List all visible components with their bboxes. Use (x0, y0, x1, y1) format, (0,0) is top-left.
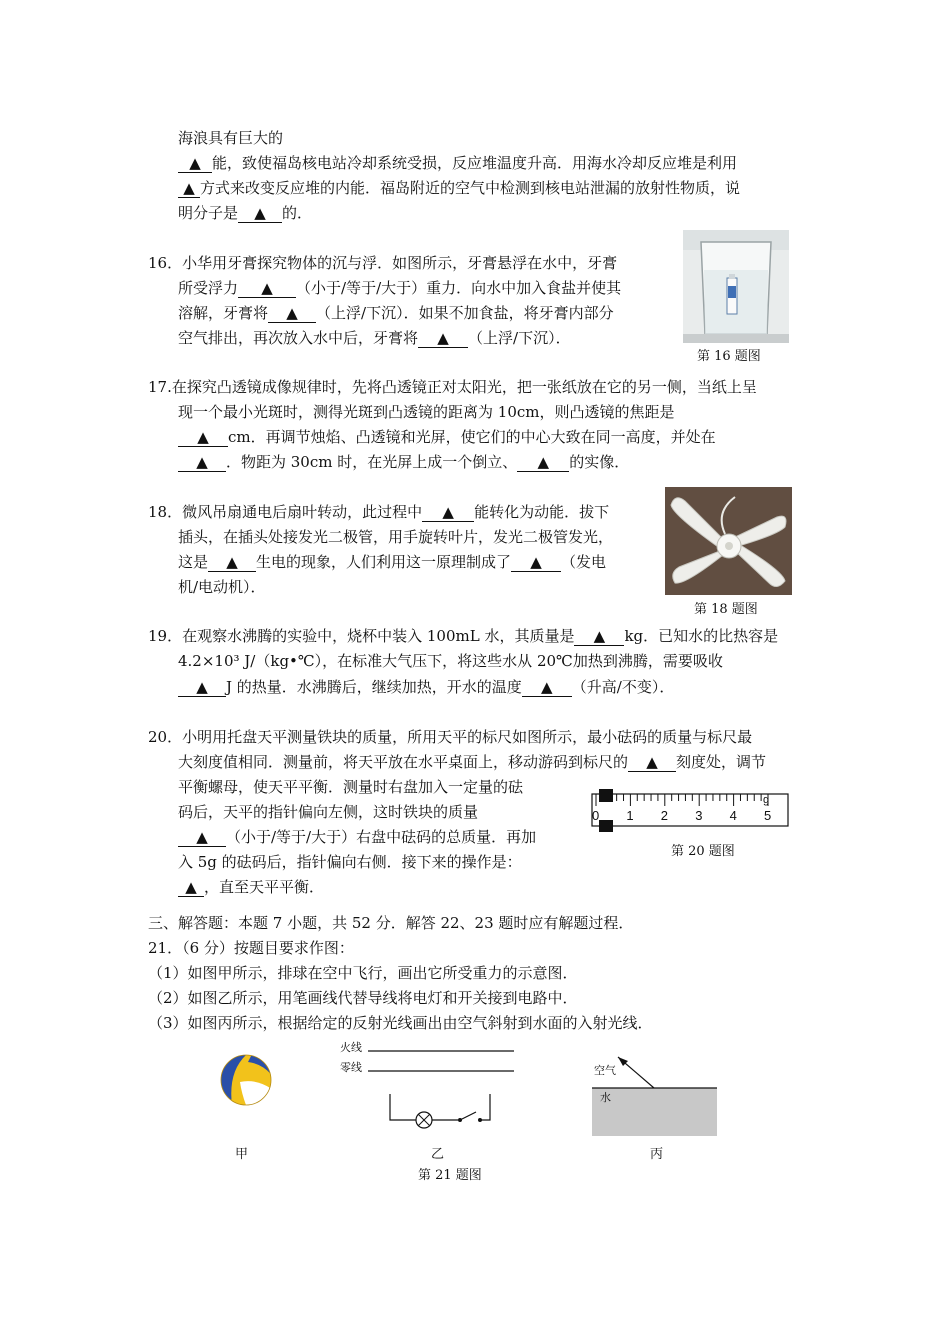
q18-line2: 插头，在插头处接发光二极管，用手旋转叶片，发光二极管发光， (178, 528, 614, 546)
section-heading: 三、解答题：本题 7 小题，共 52 分．解答 22、23 题时应有解题过程． (148, 914, 634, 932)
scale-unit: g (763, 794, 770, 806)
water-label: 水 (600, 1091, 611, 1104)
q15-line3: ▲ 方式来改变反应堆的内能．福岛附近的空气中检测到核电站泄漏的放射性物质，说 (178, 177, 740, 199)
toothpaste-glass-photo (683, 230, 789, 343)
answer-blank[interactable]: ▲ (511, 553, 561, 572)
ruler-label: 5 (764, 808, 772, 823)
ruler-label: 0 (592, 808, 600, 823)
answer-blank[interactable]: ▲ (208, 553, 256, 572)
q16-line4: 空气排出，再次放入水中后，牙膏将 ▲ （上浮/下沉）． (178, 329, 571, 347)
answer-blank[interactable]: ▲ (178, 154, 212, 173)
figure-caption: 第 21 题图 (418, 1168, 482, 1183)
q19-line1: 19．在观察水沸腾的实验中，烧杯中装入 100mL 水，其质量是 ▲ kg．已知水的比热容是 (148, 627, 779, 645)
q15-line1: 海浪具有巨大的 (178, 129, 284, 147)
reflection-figure (588, 1045, 722, 1140)
q19-line3: ▲ J 的热量．水沸腾后，继续加热，开水的温度 ▲ （升高/不变）． (178, 676, 674, 698)
q20-line4: 码后，天平的指针偏向左侧，这时铁块的质量 (178, 803, 479, 821)
q16-line2: 所受浮力 ▲ （小于/等于/大于）重力．向水中加入食盐并使其 (178, 279, 622, 297)
answer-blank[interactable]: ▲ (178, 179, 200, 198)
figure-caption: 第 20 题图 (671, 844, 735, 859)
figure-label-a: 甲 (235, 1147, 249, 1162)
q15-line2: ▲ 能，致使福岛核电站冷却系统受损，反应堆温度升高．用海水冷却反应堆是利用 (178, 152, 737, 174)
answer-blank[interactable]: ▲ (178, 453, 226, 472)
figure-label-b: 乙 (431, 1147, 445, 1162)
answer-blank[interactable]: ▲ (628, 753, 676, 772)
circuit-figure (336, 1038, 518, 1134)
q20-line6: 入 5g 的砝码后，指针偏向右侧．接下来的操作是： (178, 853, 522, 871)
q17-line2: 现一个最小光斑时，测得光斑到凸透镜的距离为 10cm，则凸透镜的焦距是 (178, 403, 675, 421)
switch-icon (460, 1112, 476, 1120)
figure-caption: 第 18 题图 (694, 602, 758, 617)
q19-line2: 4.2×10³ J/（kg•℃），在标准大气压下，将这些水从 20℃加热到沸腾，需要吸收 (178, 652, 723, 670)
q21-line3: （2）如图乙所示，用笔画线代替导线将电灯和开关接到电路中． (148, 989, 578, 1007)
q17-line1: 17.在探究凸透镜成像规律时，先将凸透镜正对太阳光，把一张纸放在它的另一侧，当纸上呈 (148, 378, 757, 396)
q15-line4: 明分子是 ▲ 的． (178, 204, 313, 222)
q21-line2: （1）如图甲所示，排球在空中飞行，画出它所受重力的示意图． (148, 964, 578, 982)
balance-scale-ruler (588, 788, 792, 836)
q20-line3: 平衡螺母，使天平平衡．测量时右盘加入一定量的砝 (178, 778, 524, 796)
q16-line1: 16．小华用牙膏探究物体的沉与浮．如图所示，牙膏悬浮在水中，牙膏 (148, 254, 618, 272)
answer-blank[interactable]: ▲ (418, 329, 468, 348)
ruler-label: 3 (695, 808, 703, 823)
q20-line1: 20．小明用托盘天平测量铁块的质量，所用天平的标尺如图所示，最小砝码的质量与标尺最 (148, 728, 753, 746)
q17-line4: ▲ ．物距为 30cm 时，在光屏上成一个倒立、 ▲ 的实像． (178, 451, 629, 473)
q18-line4: 机/电动机）． (178, 578, 266, 596)
q20-line5: ▲ （小于/等于/大于）右盘中砝码的总质量．再加 (178, 826, 536, 848)
ceiling-fan-photo (665, 487, 792, 595)
rider-bottom (599, 820, 613, 832)
figure-caption: 第 16 题图 (697, 349, 761, 364)
volleyball-figure (218, 1052, 274, 1108)
answer-blank[interactable]: ▲ (238, 279, 296, 298)
q21-line1: 21．（6 分）按题目要求作图： (148, 939, 354, 957)
answer-blank[interactable]: ▲ (178, 678, 226, 697)
ruler-label: 4 (729, 808, 737, 823)
answer-blank[interactable]: ▲ (178, 428, 228, 447)
answer-blank[interactable]: ▲ (522, 678, 572, 697)
q18-line1: 18．微风吊扇通电后扇叶转动，此过程中 ▲ 能转化为动能．拔下 (148, 503, 610, 521)
q17-line3: ▲ cm．再调节烛焰、凸透镜和光屏，使它们的中心大致在同一高度，并处在 (178, 426, 716, 448)
answer-blank[interactable]: ▲ (178, 828, 226, 847)
neutral-wire-label: 零线 (340, 1061, 362, 1074)
q20-line2: 大刻度值相同．测量前，将天平放在水平桌面上，移动游码到标尺的 ▲ 刻度处，调节 (178, 753, 767, 771)
answer-blank[interactable]: ▲ (422, 503, 474, 522)
answer-blank[interactable]: ▲ (268, 304, 316, 323)
answer-blank[interactable]: ▲ (517, 453, 569, 472)
fire-wire-label: 火线 (340, 1041, 362, 1054)
q18-line3: 这是 ▲ 生电的现象，人们利用这一原理制成了 ▲ （发电 (178, 553, 607, 571)
answer-blank[interactable]: ▲ (238, 204, 282, 223)
figure-label-c: 丙 (650, 1147, 664, 1162)
q16-line3: 溶解，牙膏将 ▲ （上浮/下沉）．如果不加食盐，将牙膏内部分 (178, 304, 614, 322)
answer-blank[interactable]: ▲ (574, 627, 624, 646)
q20-line7: ▲ ，直至天平平衡． (178, 876, 324, 898)
ruler-label: 2 (660, 808, 669, 823)
ruler-label: 1 (626, 808, 634, 823)
answer-blank[interactable]: ▲ (178, 878, 204, 897)
rider-top (599, 789, 613, 802)
q21-line4: （3）如图丙所示，根据给定的反射光线画出由空气斜射到水面的入射光线． (148, 1014, 653, 1032)
air-label: 空气 (594, 1064, 616, 1077)
